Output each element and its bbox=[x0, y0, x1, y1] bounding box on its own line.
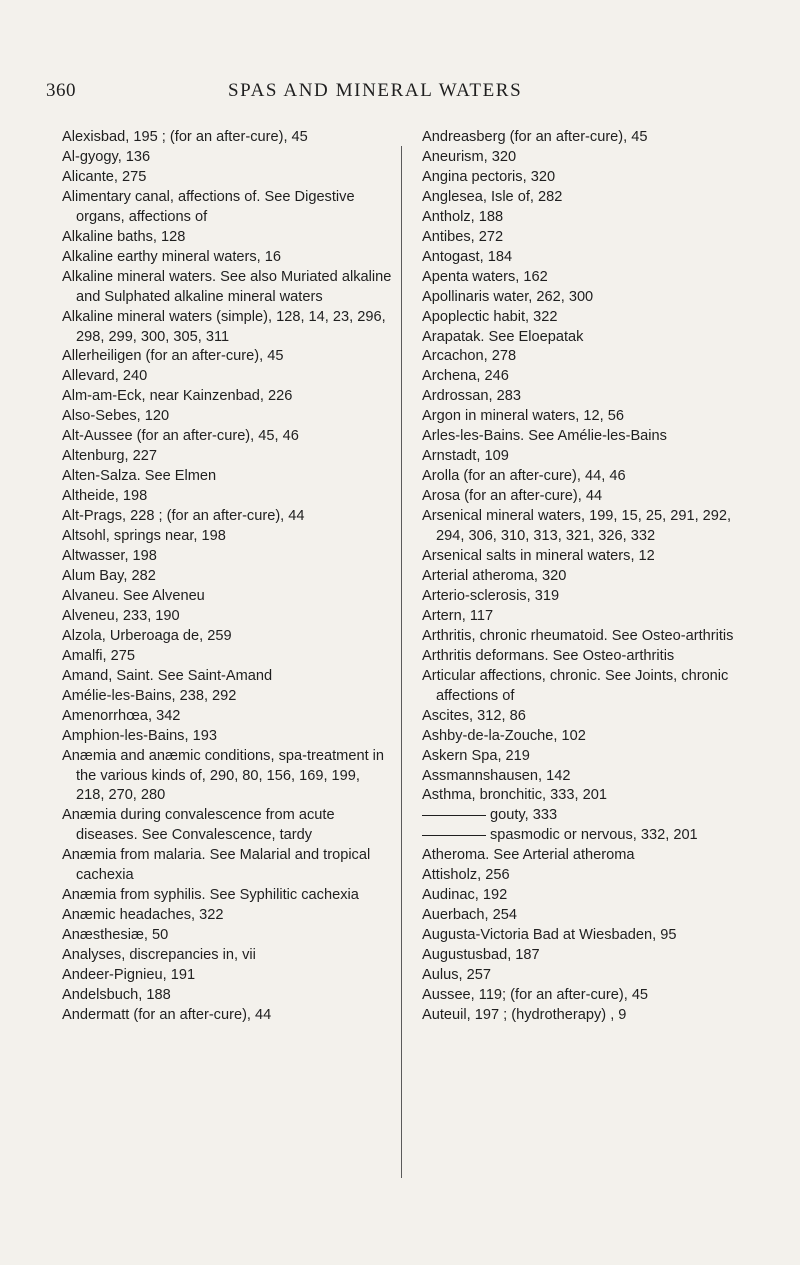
index-entry: Alum Bay, 282 bbox=[62, 567, 156, 584]
index-entry: Audinac, 192 bbox=[422, 887, 508, 904]
index-entry: Arnstadt, 109 bbox=[422, 448, 509, 465]
index-entry: Argon in mineral waters, 12, 56 bbox=[422, 408, 624, 425]
index-entry: Arles-les-Bains. See Amélie-les-Bains bbox=[422, 428, 667, 445]
index-entry: Altsohl, springs near, 198 bbox=[62, 528, 226, 545]
index-entry: Amand, Saint. See Saint-Amand bbox=[62, 667, 273, 684]
index-entry: Allerheiligen (for an after-cure), 45 bbox=[62, 348, 284, 365]
index-entry: Angina pectoris, 320 bbox=[422, 168, 556, 185]
index-entry: Altenburg, 227 bbox=[62, 448, 157, 465]
index-entry: Amélie-les-Bains, 238, 292 bbox=[62, 687, 237, 704]
column-divider bbox=[401, 146, 402, 1178]
index-entry: Andelsbuch, 188 bbox=[62, 986, 171, 1003]
index-entry: Amphion-les-Bains, 193 bbox=[62, 727, 217, 744]
ditto-dash bbox=[422, 815, 486, 816]
index-entry: Attisholz, 256 bbox=[422, 867, 510, 884]
index-entry: Augustusbad, 187 bbox=[422, 947, 540, 964]
index-entry: Artern, 117 bbox=[422, 607, 494, 624]
index-entry: Archena, 246 bbox=[422, 368, 509, 385]
index-entry: Andeer-Pignieu, 191 bbox=[62, 967, 196, 984]
index-column-right bbox=[422, 128, 752, 1026]
index-entry: Antholz, 188 bbox=[422, 208, 504, 225]
index-entry: Al-gyogy, 136 bbox=[62, 148, 151, 165]
index-entry: Apollinaris water, 262, 300 bbox=[422, 288, 594, 305]
index-subentry bbox=[422, 806, 752, 826]
index-entry: Anæmia from syphilis. See Syphilitic cachexia bbox=[62, 887, 359, 904]
index-entry: Altwasser, 198 bbox=[62, 548, 157, 565]
subentry-text: spasmodic or nervous, 332, 201 bbox=[490, 827, 698, 844]
index-entry: Arosa (for an after-cure), 44 bbox=[422, 488, 603, 505]
index-entry: Arterial atheroma, 320 bbox=[422, 567, 567, 584]
index-entry: Andermatt (for an after-cure), 44 bbox=[62, 1006, 272, 1023]
index-entry: Antibes, 272 bbox=[422, 228, 504, 245]
index-entry: Alten-Salza. See Elmen bbox=[62, 468, 217, 485]
index-entry: Atheroma. See Arterial atheroma bbox=[422, 847, 635, 864]
index-entry: Arsenical salts in mineral waters, 12 bbox=[422, 548, 655, 565]
index-entry: Amalfi, 275 bbox=[62, 647, 136, 664]
index-entry: Alexisbad, 195 ; (for an after-cure), 45 bbox=[62, 129, 308, 145]
index-subentry bbox=[422, 826, 752, 846]
index-entry: Askern Spa, 219 bbox=[422, 747, 530, 764]
index-entry: Alkaline earthy mineral waters, 16 bbox=[62, 248, 282, 265]
index-entry: Auerbach, 254 bbox=[422, 907, 517, 924]
index-entry: Alicante, 275 bbox=[62, 168, 147, 185]
index-entry: Asthma, bronchitic, 333, 201 bbox=[422, 787, 607, 804]
index-entry: Ascites, 312, 86 bbox=[422, 707, 526, 724]
index-entry: Ashby-de-la-Zouche, 102 bbox=[422, 727, 586, 744]
index-entry: Arsenical mineral waters, 199, 15, 25, 291, 292, 294, 306, 310, 313, 321, 326, 332 bbox=[422, 508, 732, 545]
index-entry: Auteuil, 197 ; (hydrotherapy) , 9 bbox=[422, 1006, 627, 1023]
index-entry: Aneurism, 320 bbox=[422, 148, 517, 165]
index-entry: Allevard, 240 bbox=[62, 368, 148, 385]
index-entry: Apoplectic habit, 322 bbox=[422, 308, 558, 325]
index-entry: Anæmic headaches, 322 bbox=[62, 907, 224, 924]
index-entry: Andreasberg (for an after-cure), 45 bbox=[422, 129, 648, 145]
index-entry: Ardrossan, 283 bbox=[422, 388, 521, 405]
index-entry: Articular affections, chronic. See Joints, chronic affections of bbox=[422, 667, 729, 704]
index-column-left bbox=[62, 128, 392, 1026]
index-entry: Antogast, 184 bbox=[422, 248, 513, 265]
index-entry: Anæsthesiæ, 50 bbox=[62, 927, 169, 944]
index-entry: Altheide, 198 bbox=[62, 488, 148, 505]
index-entry: Arthritis deformans. See Osteo-arthritis bbox=[422, 647, 675, 664]
index-entry: Arolla (for an after-cure), 44, 46 bbox=[422, 468, 626, 485]
index-entry: Alkaline mineral waters. See also Muriated alkaline and Sulphated alkaline mineral waters bbox=[62, 268, 392, 305]
index-entry: Apenta waters, 162 bbox=[422, 268, 548, 285]
index-entry: Anæmia during convalescence from acute diseases. See Convalescence, tardy bbox=[62, 807, 335, 844]
index-entry: Also-Sebes, 120 bbox=[62, 408, 170, 425]
index-entry: Alkaline baths, 128 bbox=[62, 228, 186, 245]
ditto-dash bbox=[422, 835, 486, 836]
index-entry: Alt-Prags, 228 ; (for an after-cure), 44 bbox=[62, 508, 305, 525]
index-entry: Analyses, discrepancies in, vii bbox=[62, 947, 256, 964]
index-entry: Aussee, 119; (for an after-cure), 45 bbox=[422, 986, 649, 1003]
index-entry: Alkaline mineral waters (simple), 128, 14, 23, 296, 298, 299, 300, 305, 311 bbox=[62, 308, 386, 345]
index-entry: Arterio-sclerosis, 319 bbox=[422, 587, 560, 604]
index-entry: Aulus, 257 bbox=[422, 967, 491, 984]
page-number: 360 bbox=[46, 80, 76, 101]
index-entry: Alvaneu. See Alveneu bbox=[62, 587, 205, 604]
index-entry: Augusta-Victoria Bad at Wiesbaden, 95 bbox=[422, 927, 677, 944]
index-entry: Anglesea, Isle of, 282 bbox=[422, 188, 563, 205]
index-entry: Alm-am-Eck, near Kainzenbad, 226 bbox=[62, 388, 293, 405]
index-entry: Arapatak. See Eloepatak bbox=[422, 328, 584, 345]
index-entry: Alveneu, 233, 190 bbox=[62, 607, 180, 624]
index-entry: Arthritis, chronic rheumatoid. See Osteo-arthritis bbox=[422, 627, 734, 644]
subentry-text: gouty, 333 bbox=[490, 807, 558, 824]
index-entry: Assmannshausen, 142 bbox=[422, 767, 571, 784]
index-entry: Amenorrhœa, 342 bbox=[62, 707, 181, 724]
running-head: SPAS AND MINERAL WATERS bbox=[228, 80, 523, 101]
index-entry: Anæmia and anæmic conditions, spa-treatment in the various kinds of, 290, 80, 156, 169, 199, 218, 270, 280 bbox=[62, 747, 385, 804]
index-entry: Anæmia from malaria. See Malarial and tropical cachexia bbox=[62, 847, 371, 884]
index-entry: Alt-Aussee (for an after-cure), 45, 46 bbox=[62, 428, 299, 445]
index-entry: Alimentary canal, affections of. See Digestive organs, affections of bbox=[62, 188, 355, 225]
index-entry: Alzola, Urberoaga de, 259 bbox=[62, 627, 232, 644]
index-entry: Arcachon, 278 bbox=[422, 348, 517, 365]
